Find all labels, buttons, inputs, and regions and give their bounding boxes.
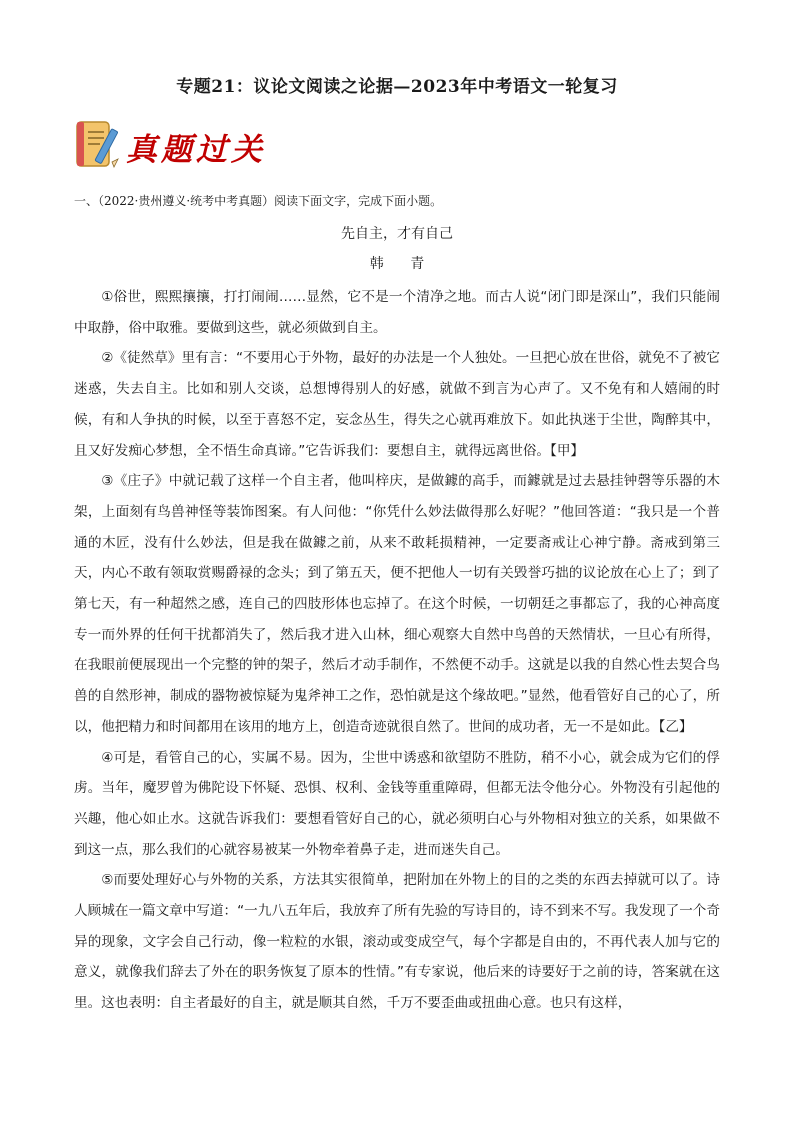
- question-intro: 一、（2022·贵州遵义·统考中考真题）阅读下面文字，完成下面小题。: [74, 194, 443, 208]
- page-title: 专题21：议论文阅读之论据—2023年中考语文一轮复习: [176, 77, 618, 97]
- section-banner: [74, 118, 274, 172]
- paragraph-3: ③《庄子》中就记载了这样一个自主者，他叫梓庆，是做鐻的高手，而鐻就是过去悬挂钟磬等乐器的木架，上面刻有鸟兽神怪等装饰图案。有人问他：“你凭什么妙法做得那么好呢？”他回答道：“我只是一个普通的木匠，没有什么妙法，但是我在做鐻之前，从来不敢耗损精神，一定要斋戒让心神宁静。斋戒到第三天，内心不敢有领取赏赐爵禄的念头；到了第五天，便不把他人一切有关毁誉巧拙的议论放在心上了；到了第七天，有一种超然之感，连自己的四肢形体也忘掉了。在这个时候，一切朝廷之事都忘了，我的心神高度专一而外界的任何干扰都消失了，然后我才进入山林，细心观察大自然中鸟兽的天然情状，一旦心有所得，在我眼前便展现出一个完整的钟的架子，然后才动手制作，不然便不动手。这就是以我的自然心性去契合鸟兽的自然形神，制成的器物被惊疑为鬼斧神工之作，恐怕就是这个缘故吧。”显然，他看管好自己的心了，所以，他把精力和时间都用在该用的地方上，创造奇迹就很自然了。世间的成功者，无一不是如此。【乙】: [74, 473, 720, 735]
- article-title: 先自主，才有自己: [341, 226, 453, 242]
- banner-title: 真题过关: [126, 132, 266, 168]
- article-body: [74, 282, 720, 1019]
- paragraph-5: ⑤而要处理好心与外物的关系，方法其实很简单，把附加在外物上的目的之类的东西去掉就可以了。诗人顾城在一篇文章中写道：“一九八五年后，我放弃了所有先验的写诗目的，诗不到来不写。我发现了一个奇异的现象，文字会自己行动，像一粒粒的水银，滚动或变成空气，每个字都是自由的，不再代表人加与它的意义，就像我们辞去了外在的职务恢复了原本的性情。”有专家说，他后来的诗要好于之前的诗，答案就在这里。这也表明：自主者最好的自主，就是顺其自然，千万不要歪曲或扭曲心意。也只有这样，: [74, 872, 720, 1012]
- paragraph-2: ②《徒然草》里有言：“不要用心于外物，最好的办法是一个人独处。一旦把心放在世俗，就免不了被它迷惑，失去自主。比如和别人交谈，总想博得别人的好感，就做不到言为心声了。又不免有和人嬉闹的时候，有和人争执的时候，以至于喜怒不定，妄念丛生，得失之心就再难放下。如此执迷于尘世，陶醉其中，且又好发痴心梦想，全不悟生命真谛。”它告诉我们：要想自主，就得远离世俗。【甲】: [74, 350, 720, 459]
- notebook-pencil-icon: [74, 118, 122, 172]
- article-author: 韩 青: [369, 256, 425, 272]
- paragraph-1: ①俗世，熙熙攘攘，打打闹闹……显然，它不是一个清净之地。而古人说“闭门即是深山”，我们只能闹中取静，俗中取雅。要做到这些，就必须做到自主。: [74, 289, 720, 336]
- paragraph-4: ④可是，看管自己的心，实属不易。因为，尘世中诱惑和欲望防不胜防，稍不小心，就会成为它们的俘虏。当年，魔罗曾为佛陀设下怀疑、恐惧、权利、金钱等重重障碍，但都无法令他分心。外物没有引起他的兴趣，他心如止水。这就告诉我们：要想看管好自己的心，就必须明白心与外物相对独立的关系，如果做不到这一点，那么我们的心就容易被某一外物牵着鼻子走，进而迷失自己。: [74, 749, 720, 858]
